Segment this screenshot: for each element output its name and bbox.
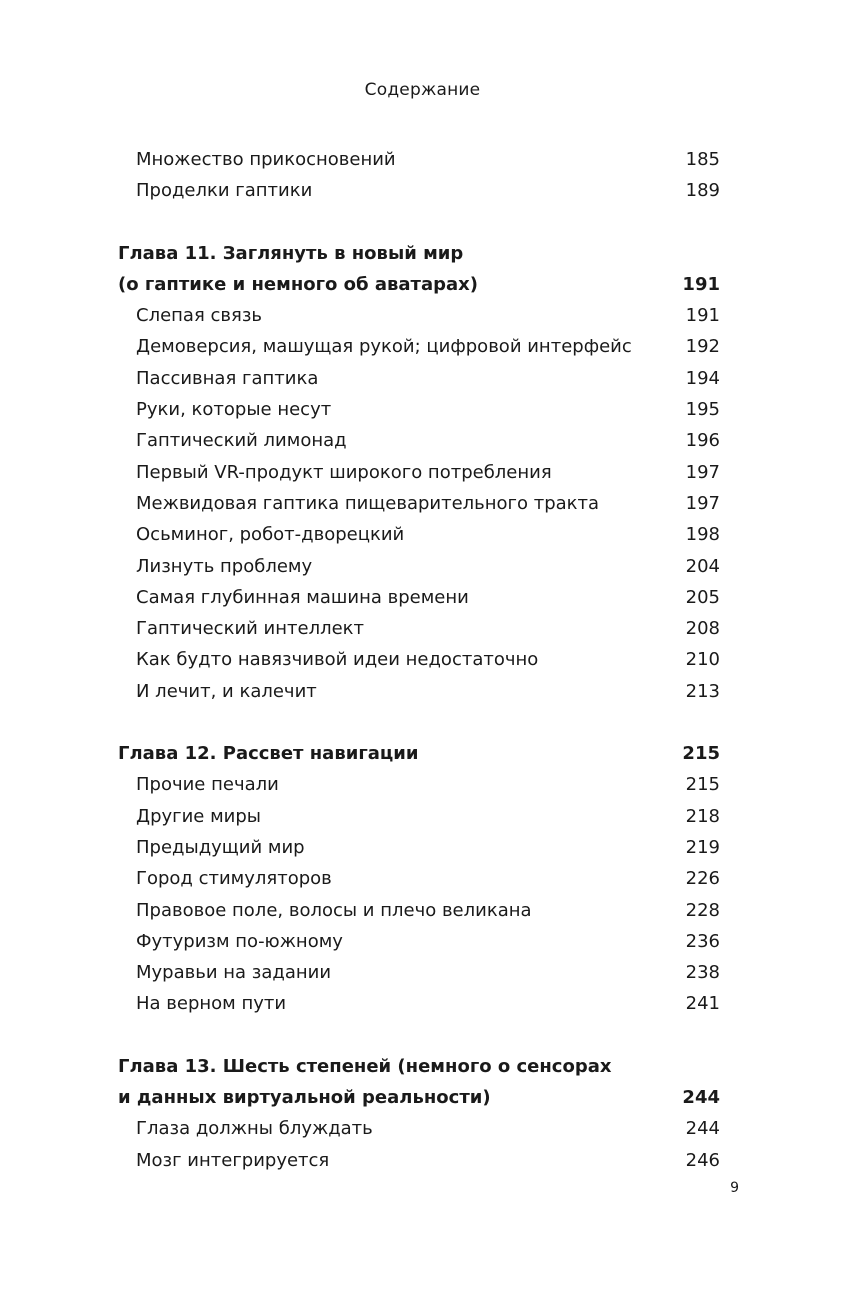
toc-entry-title: Город стимуляторов bbox=[136, 868, 332, 890]
toc-entry bbox=[118, 801, 720, 832]
toc-entry bbox=[118, 551, 720, 582]
toc-entry-page: 196 bbox=[685, 430, 720, 452]
toc-entry-title: Глаза должны блуждать bbox=[136, 1118, 373, 1140]
chapter-11-heading-cont bbox=[118, 269, 720, 300]
chapter-12-heading bbox=[118, 738, 720, 769]
table-of-contents bbox=[118, 144, 720, 1176]
toc-entry-title: Проделки гаптики bbox=[136, 180, 313, 202]
toc-entry bbox=[118, 457, 720, 488]
toc-entry bbox=[118, 394, 720, 425]
toc-entry-page: 205 bbox=[685, 586, 720, 608]
toc-entry bbox=[118, 644, 720, 675]
chapter-title-line: Глава 12. Рассвет навигации bbox=[118, 743, 419, 765]
toc-entry-page: 219 bbox=[685, 836, 720, 858]
toc-entry bbox=[118, 331, 720, 362]
toc-entry-title: Руки, которые несут bbox=[136, 399, 332, 421]
toc-entry-page: 246 bbox=[685, 1149, 720, 1171]
toc-entry-page: 210 bbox=[685, 649, 720, 671]
toc-entry bbox=[118, 363, 720, 394]
toc-entry bbox=[118, 613, 720, 644]
toc-entry-page: 194 bbox=[685, 367, 720, 389]
toc-entry-title: Самая глубинная машина времени bbox=[136, 586, 469, 608]
chapter-page: 244 bbox=[682, 1087, 720, 1109]
toc-entry bbox=[118, 863, 720, 894]
toc-entry-title: Предыдущий мир bbox=[136, 836, 305, 858]
toc-entry-title: Правовое поле, волосы и плечо великана bbox=[136, 899, 532, 921]
toc-entry-title: Межвидовая гаптика пищеварительного тракта bbox=[136, 492, 600, 514]
toc-entry-page: 198 bbox=[685, 524, 720, 546]
toc-entry-page: 197 bbox=[685, 461, 720, 483]
toc-entry-page: 195 bbox=[685, 399, 720, 421]
toc-entry-page: 208 bbox=[685, 618, 720, 640]
toc-entry bbox=[118, 175, 720, 206]
toc-entry bbox=[118, 676, 720, 707]
toc-entry-page: 204 bbox=[685, 555, 720, 577]
toc-entry bbox=[118, 926, 720, 957]
chapter-title-line: Глава 11. Заглянуть в новый мир bbox=[118, 242, 464, 264]
toc-entry-page: 226 bbox=[685, 868, 720, 890]
toc-entry-title: Мозг интегрируется bbox=[136, 1149, 330, 1171]
toc-entry-title: Футуризм по-южному bbox=[136, 930, 343, 952]
toc-entry bbox=[118, 425, 720, 456]
toc-entry-title: Множество прикосновений bbox=[136, 149, 396, 170]
toc-entry-page: 191 bbox=[685, 305, 720, 327]
toc-entry-page: 213 bbox=[685, 680, 720, 702]
toc-entry bbox=[118, 769, 720, 800]
toc-entry-title: Гаптический интеллект bbox=[136, 618, 365, 640]
toc-entry-page: 215 bbox=[685, 774, 720, 796]
chapter-page: 215 bbox=[682, 743, 720, 765]
toc-entry-page: 189 bbox=[685, 180, 720, 202]
toc-entry bbox=[118, 832, 720, 863]
page-header-title: Содержание bbox=[364, 80, 481, 100]
toc-entry-title: Другие миры bbox=[136, 805, 262, 827]
toc-entry-page: 192 bbox=[685, 336, 720, 358]
toc-entry-title: Пассивная гаптика bbox=[136, 367, 319, 389]
toc-entry-page: 228 bbox=[685, 899, 720, 921]
toc-entry-title: Гаптический лимонад bbox=[136, 430, 347, 452]
chapter-title-line: и данных виртуальной реальности) bbox=[118, 1087, 491, 1109]
toc-entry bbox=[118, 519, 720, 550]
toc-entry-title: Первый VR-продукт широкого потребления bbox=[136, 461, 552, 483]
toc-entry-title: Осьминог, робот-дворецкий bbox=[136, 524, 405, 546]
toc-entry bbox=[118, 300, 720, 331]
chapter-11-heading bbox=[118, 238, 720, 269]
toc-entry bbox=[118, 144, 720, 175]
chapter-13-heading bbox=[118, 1051, 720, 1082]
toc-entry bbox=[118, 582, 720, 613]
toc-entry-page: 236 bbox=[685, 930, 720, 952]
toc-entry bbox=[118, 1113, 720, 1144]
page-number: 9 bbox=[730, 1180, 739, 1196]
toc-entry-page: 241 bbox=[685, 993, 720, 1015]
toc-entry-page: 218 bbox=[685, 805, 720, 827]
toc-entry-title: И лечит, и калечит bbox=[136, 680, 317, 702]
toc-entry-title: Прочие печали bbox=[136, 774, 279, 796]
toc-entry-title: Как будто навязчивой идеи недостаточно bbox=[136, 649, 539, 671]
toc-entry-page: 185 bbox=[685, 149, 720, 170]
toc-entry-title: Слепая связь bbox=[136, 305, 263, 327]
chapter-13-heading-cont bbox=[118, 1082, 720, 1113]
toc-entry-title: На верном пути bbox=[136, 993, 287, 1015]
toc-entry bbox=[118, 895, 720, 926]
toc-entry bbox=[118, 488, 720, 519]
toc-entry bbox=[118, 988, 720, 1019]
toc-entry-title: Демоверсия, машущая рукой; цифровой интерфейс bbox=[136, 336, 632, 358]
toc-entry-title: Муравьи на задании bbox=[136, 962, 332, 984]
toc-entry bbox=[118, 957, 720, 988]
chapter-page: 191 bbox=[682, 273, 720, 295]
toc-entry-page: 244 bbox=[685, 1118, 720, 1140]
toc-entry-title: Лизнуть проблему bbox=[136, 555, 313, 577]
chapter-title-line: Глава 13. Шесть степеней (немного о сенсорах bbox=[118, 1055, 612, 1077]
toc-entry bbox=[118, 1145, 720, 1176]
toc-entry-page: 238 bbox=[685, 962, 720, 984]
toc-entry-page: 197 bbox=[685, 492, 720, 514]
chapter-title-line: (о гаптике и немного об аватарах) bbox=[118, 273, 478, 295]
